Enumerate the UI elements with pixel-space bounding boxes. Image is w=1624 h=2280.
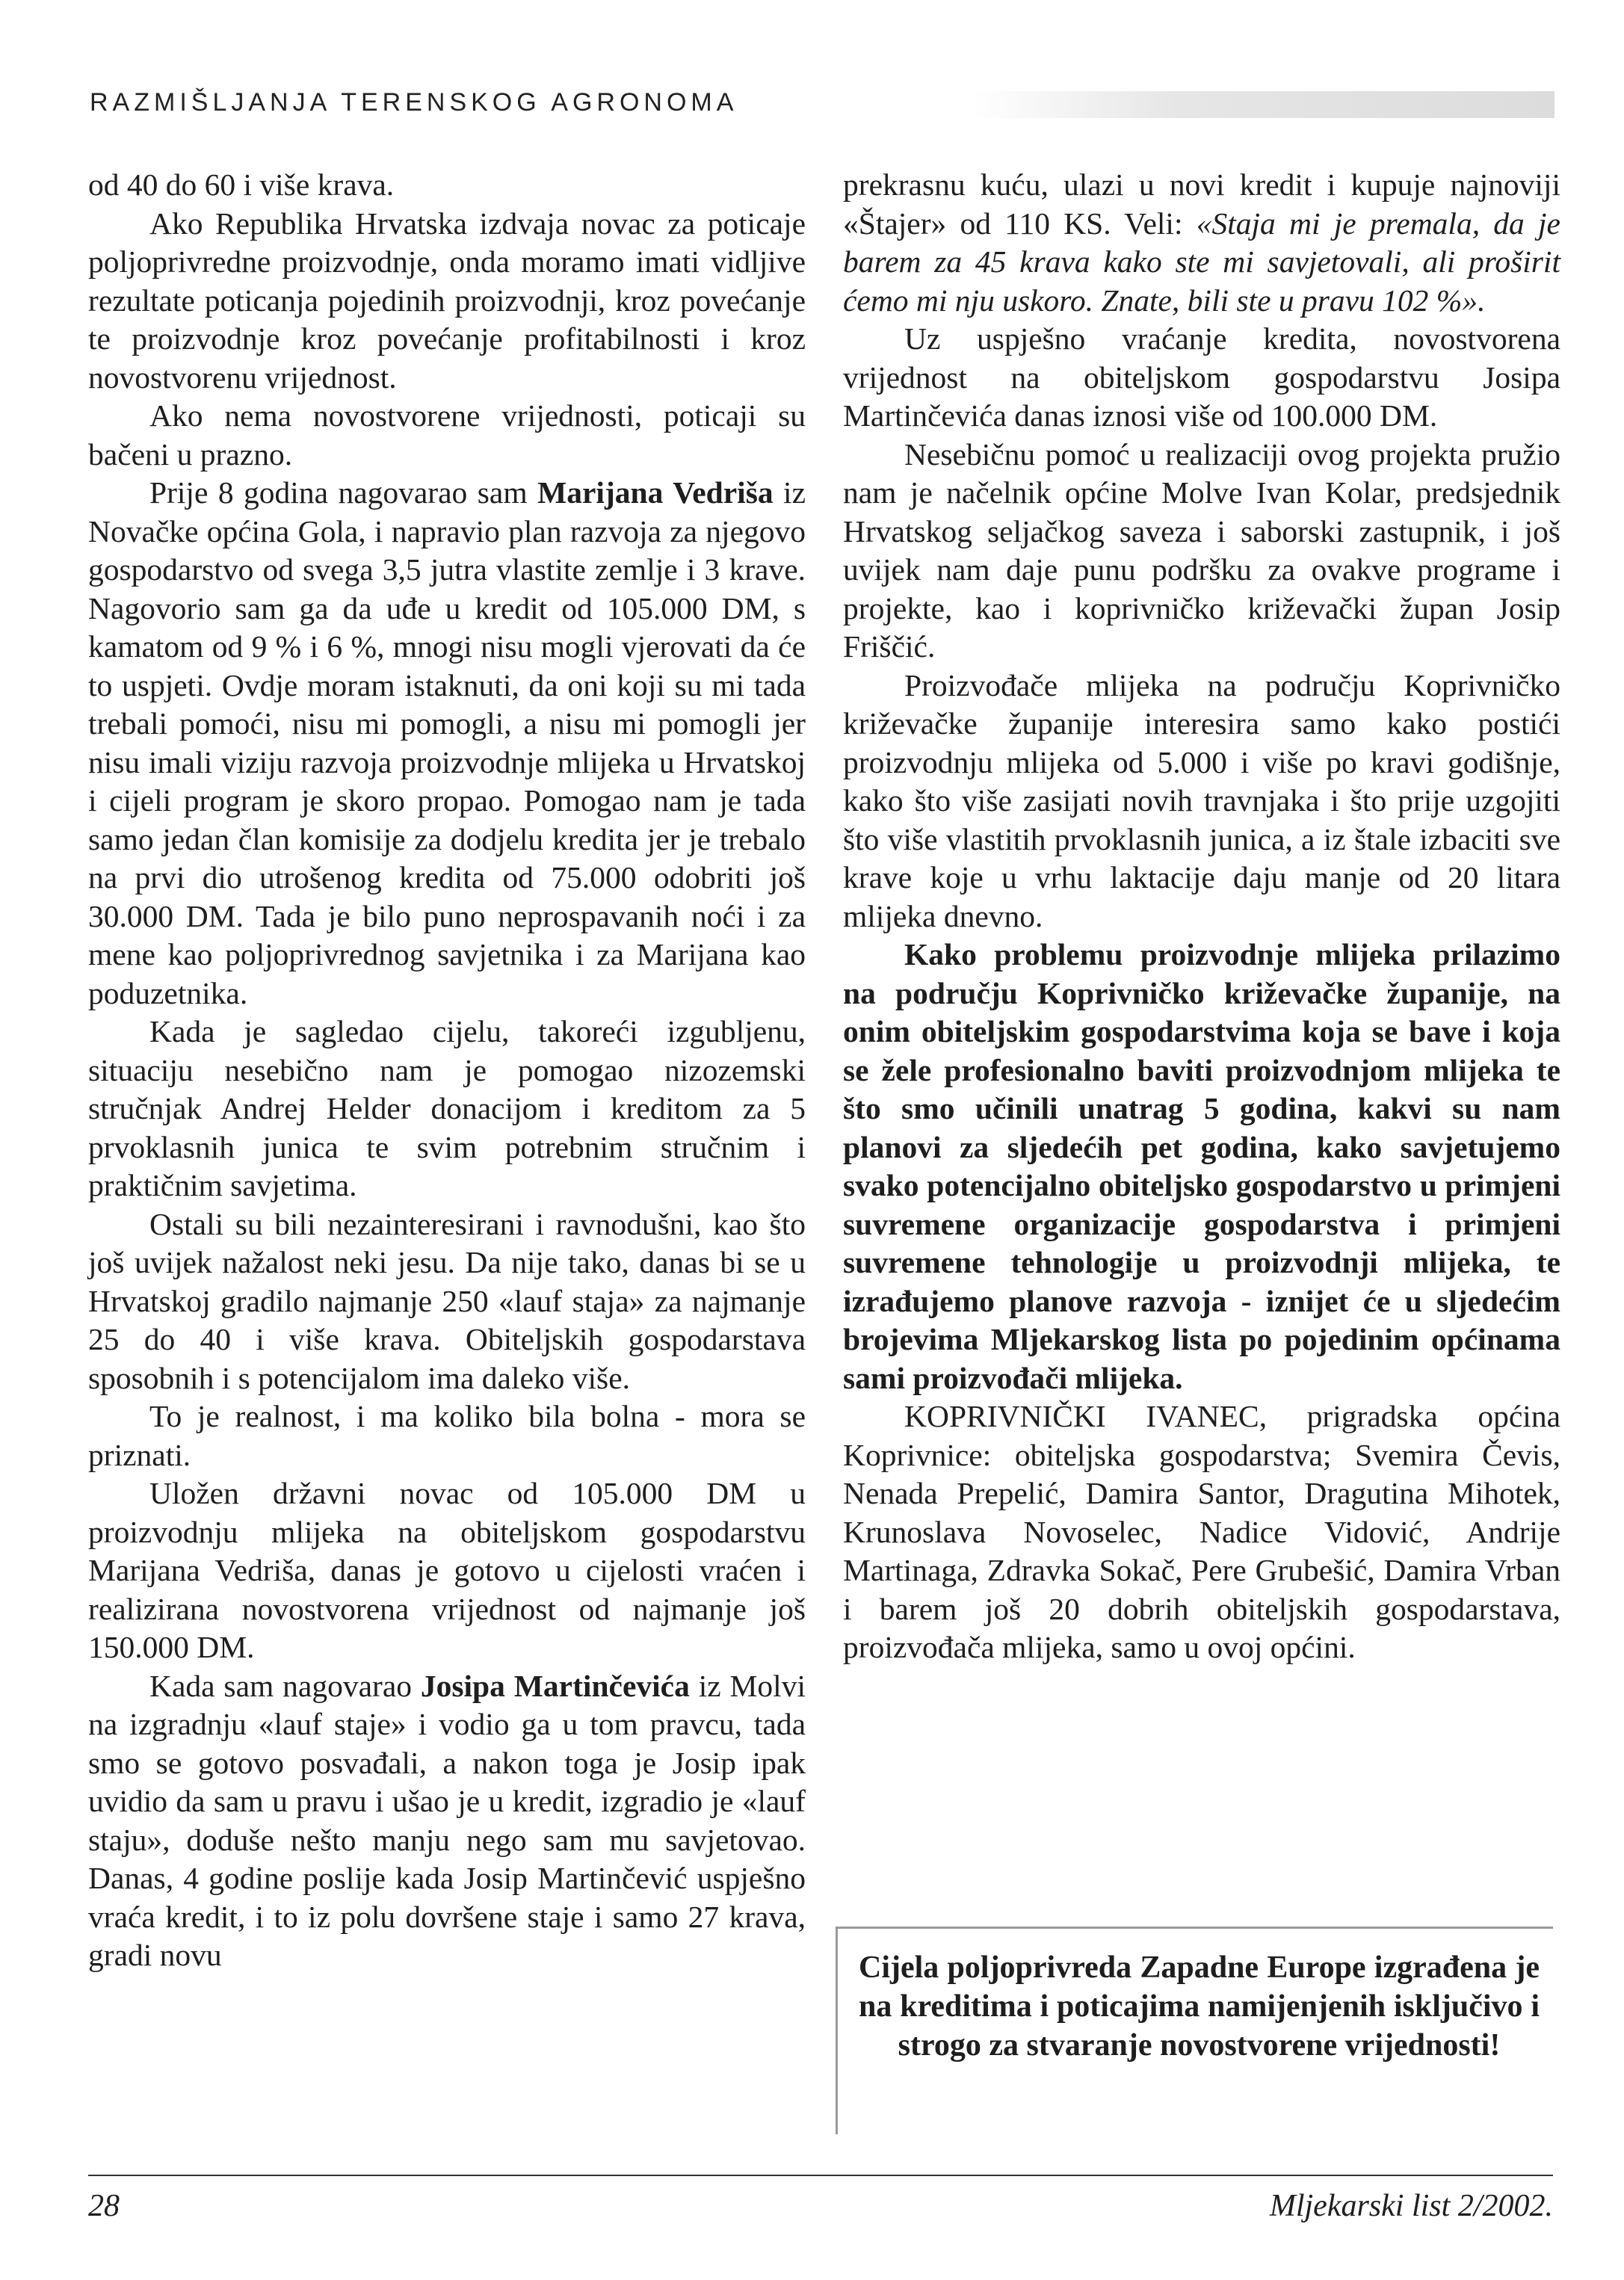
bold-paragraph: Kako problemu proizvodnje mlijeka prilazimo na području Koprivničko križevačke županije, na onim obiteljskim gospodarstvima koja se bave i koja se žele profesionalno baviti proizvodnjom mlijeka te što smo učinili unatrag 5 godina, kakvi su nam planovi za sljedećih pet godina, kako savjetujemo svako potencijalno obiteljsko gospodarstvo u primjeni suvremene organizacije gospodarstva i primjeni suvremene tehnologije u proizvodnji mlijeka, te izrađujemo planove razvoja - iznijet će u sljedećim brojevima Mljekarskog lista po pojedinim općinama sami proizvođači mlijeka. bbox=[843, 937, 1560, 1395]
paragraph: To je realnost, i ma koliko bila bolna - mora se priznati. bbox=[88, 1399, 806, 1472]
paragraph: Ako nema novostvorene vrijednosti, poticaji su bačeni u prazno. bbox=[88, 398, 806, 472]
paragraph: Ostali su bili nezainteresirani i ravnodušni, kao što još uvijek nažalost neki jesu. Da nije tako, danas bi se u Hrvatskoj gradilo najmanje 250 «lauf staja» za najmanje 25 do 40 i više krava. Obiteljskih gospodarstava sposobnih i s potencijalom ima daleko više. bbox=[88, 1206, 806, 1395]
paragraph: Kada je sagledao cijelu, takoreći izgubljenu, situaciju nesebično nam je pomogao nizozemski stručnjak Andrej Helder donacijom i kreditom za 5 prvoklasnih junica te svim potrebnim stručnim i praktičnim savjetima. bbox=[88, 1014, 806, 1202]
paragraph-text: prekrasnu kuću, ulazi u novi kredit i kupuje najnoviji «Štajer» od 110 KS. Veli: bbox=[843, 167, 1560, 241]
callout-box bbox=[836, 1927, 1553, 2134]
paragraph: Proizvođače mlijeka na području Koprivničko križevačke županije interesira samo kako postići proizvodnju mlijeka od 5.000 i više po kravi godišnje, kako što više zasijati novih travnjaka i što prije uzgojiti što više vlastitih prvoklasnih junica, a iz štale izbaciti sve krave koje u vrhu laktacije daju manje od 20 litara mlijeka dnevno. bbox=[843, 667, 1560, 933]
journal-issue: Mljekarski list 2/2002. bbox=[1269, 2189, 1553, 2223]
person-name: Josipa Martinčevića bbox=[420, 1668, 690, 1703]
paragraph: od 40 do 60 i više krava. bbox=[88, 167, 395, 202]
paragraph: Uz uspješno vraćanje kredita, novostvorena vrijednost na obiteljskom gospodarstvu Josipa Martinčevića danas iznosi više od 100.000 DM. bbox=[843, 321, 1560, 433]
header-shade bbox=[972, 91, 1554, 118]
paragraph bbox=[843, 166, 1560, 320]
person-name: Marijana Vedriša bbox=[537, 475, 774, 510]
left-column bbox=[88, 166, 806, 1975]
paragraph bbox=[88, 1667, 806, 1975]
page-number: 28 bbox=[88, 2189, 120, 2223]
paragraph-text: iz Novačke općina Gola, i napravio plan razvoja za njegovo gospodarstvo od svega 3,5 jutra vlastite zemlje i 3 krave. Nagovorio sam ga da uđe u kredit od 105.000 DM, s kamatom od 9 % i 6 %, mnogi nisu mogli vjerovati da će to uspjeti. Ovdje moram istaknuti, da oni koji su mi tada trebali pomoći, nisu mi pomogli, a nisu mi pomogli jer nisu imali viziju razvoja proizvodnje mlijeka u Hrvatskoj i cijeli program je skoro propao. Pomogao nam je tada samo jedan član komisije za dodjelu kredita jer je trebalo na prvi dio utrošenog kredita od 75.000 odobriti još 30.000 DM. Tada je bilo puno neprospavanih noći i za mene kao poljoprivrednog savjetnika i za Marijana kao poduzetnika. bbox=[88, 475, 806, 1010]
quote: «Staja mi je premala, da je barem za 45 krava kako ste mi savjetovali, ali proširit ćemo mi nju uskoro. Znate, bili ste u pravu 102 %». bbox=[843, 206, 1560, 318]
paragraph: Nesebičnu pomoć u realizaciji ovog projekta pružio nam je načelnik općine Molve Ivan Kolar, predsjednik Hrvatskog seljačkog saveza i saborski zastupnik, i još uvijek nam daje punu podršku za ovakve programe i projekte, kao i koprivničko križevački župan Josip Friščić. bbox=[843, 436, 1560, 664]
callout-text: Cijela poljoprivreda Zapadne Europe izgrađena je na kreditima i poticajima namijenjenih isključivo i strogo za stvaranje novostvorene vrijednosti! bbox=[859, 1950, 1540, 2063]
footer-rule bbox=[88, 2175, 1553, 2176]
running-header: RAZMIŠLJANJA TERENSKOG AGRONOMA bbox=[90, 88, 738, 117]
paragraph: Ako Republika Hrvatska izdvaja novac za poticaje poljoprivredne proizvodnje, onda moramo imati vidljive rezultate poticanja pojedinih proizvodnji, kroz povećanje te proizvodnje kroz povećanje profitabilnosti i kroz novostvorenu vrijednost. bbox=[88, 206, 806, 395]
paragraph: KOPRIVNIČKI IVANEC, prigradska općina Koprivnice: obiteljska gospodarstva; Svemira Čevis, Nenada Prepelić, Damira Santor, Dragutina Mihotek, Krunoslava Novoselec, Nadice Vidović, Andrije Martinaga, Zdravka Sokač, Pere Grubešić, Damira Vrban i barem još 20 dobrih obiteljskih gospodarstava, proizvođača mlijeka, samo u ovoj općini. bbox=[843, 1399, 1560, 1664]
right-column bbox=[843, 166, 1560, 1667]
paragraph-text: iz Molvi na izgradnju «lauf staje» i vodio ga u tom pravcu, tada smo se gotovo posvađali, a nakon toga je Josip ipak uvidio da sam u pravu i ušao je u kredit, izgradio je «lauf staju», doduše nešto manju nego sam mu savjetovao. Danas, 4 godine poslije kada Josip Martinčević uspješno vraća kredit, i to iz polu dovršene staje i samo 27 krava, gradi novu bbox=[88, 1668, 806, 1972]
paragraph: Uložen državni novac od 105.000 DM u proizvodnju mlijeka na obiteljskom gospodarstvu Marijana Vedriša, danas je gotovo u cijelosti vraćen i realizirana novostvorena vrijednost od najmanje još 150.000 DM. bbox=[88, 1476, 806, 1664]
paragraph-text: Kada sam nagovarao bbox=[149, 1668, 421, 1703]
paragraph bbox=[88, 474, 806, 1013]
paragraph-text: Prije 8 godina nagovarao sam bbox=[149, 475, 538, 510]
